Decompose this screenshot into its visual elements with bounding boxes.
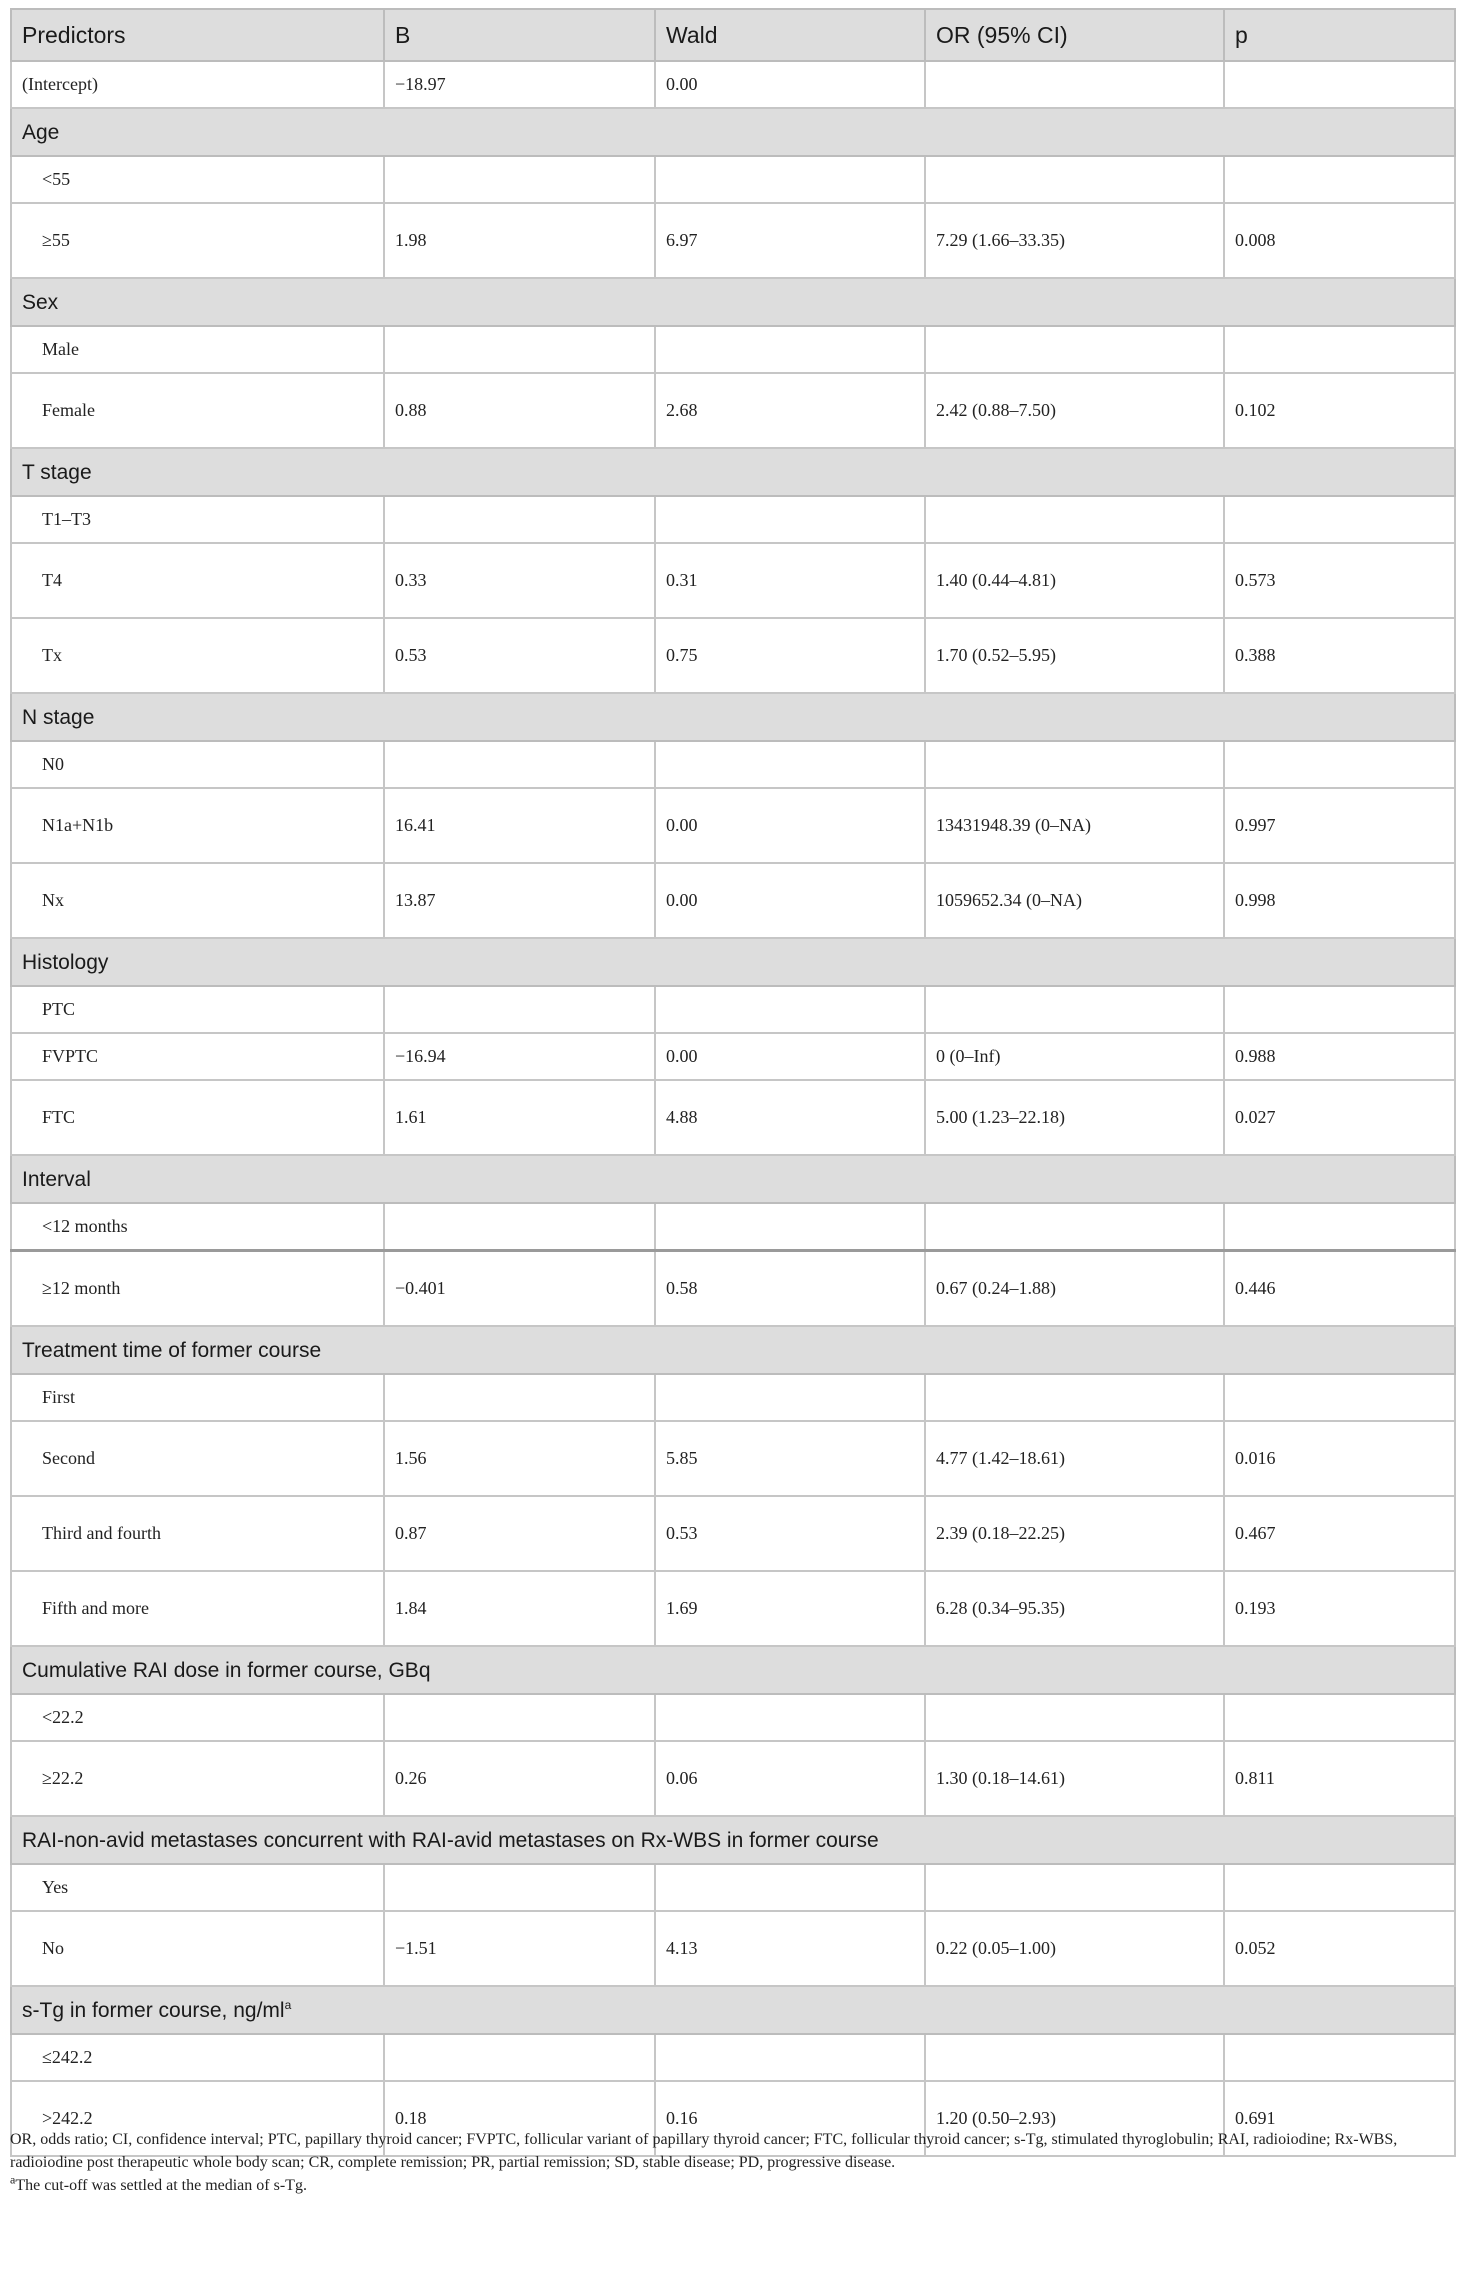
group-row-rai-non-avid-metastases [11, 1816, 1455, 1864]
table-row [11, 1571, 1455, 1646]
group-row-cumulative-rai-dose [11, 1646, 1455, 1694]
cell-p [1224, 741, 1455, 788]
cell-p [1224, 986, 1455, 1033]
cell-or: 2.39 (0.18–22.25) [925, 1496, 1224, 1571]
cell-or: 1.70 (0.52–5.95) [925, 618, 1224, 693]
cell-b: 0.88 [384, 373, 655, 448]
cell-wald [655, 1864, 925, 1911]
cell-p: 0.988 [1224, 1033, 1455, 1080]
cell-label: Tx [11, 618, 384, 693]
cell-or [925, 156, 1224, 203]
group-title: RAI-non-avid metastases concurrent with RAI-avid metastases on Rx-WBS in former course [11, 1816, 1455, 1864]
cell-label: N1a+N1b [11, 788, 384, 863]
cell-or: 1.20 (0.50–2.93) [925, 2081, 1224, 2156]
table-row [11, 1864, 1455, 1911]
group-row-s-tg [11, 1986, 1455, 2034]
cutoff-text: The cut-off was settled at the median of s-Tg. [15, 2177, 307, 2194]
cell-b: 1.84 [384, 1571, 655, 1646]
cell-wald [655, 741, 925, 788]
cell-wald: 4.13 [655, 1911, 925, 1986]
cell-p [1224, 1203, 1455, 1251]
cell-label: Third and fourth [11, 1496, 384, 1571]
cell-wald: 0.00 [655, 863, 925, 938]
group-row-histology [11, 938, 1455, 986]
cell-b [384, 741, 655, 788]
table-row [11, 1694, 1455, 1741]
cell-label: T1–T3 [11, 496, 384, 543]
cell-or [925, 1374, 1224, 1421]
cell-b: 0.18 [384, 2081, 655, 2156]
cell-p [1224, 61, 1455, 108]
cell-p [1224, 1374, 1455, 1421]
cell-wald: 1.69 [655, 1571, 925, 1646]
cell-wald: 0.53 [655, 1496, 925, 1571]
cell-label: N0 [11, 741, 384, 788]
cell-b [384, 986, 655, 1033]
cell-b [384, 496, 655, 543]
table-row [11, 2034, 1455, 2081]
table-row [11, 1374, 1455, 1421]
cell-or: 0.67 (0.24–1.88) [925, 1251, 1224, 1327]
cell-or [925, 1864, 1224, 1911]
group-row-sex [11, 278, 1455, 326]
cell-b: 13.87 [384, 863, 655, 938]
cell-p: 0.811 [1224, 1741, 1455, 1816]
cell-b: −16.94 [384, 1033, 655, 1080]
cell-p [1224, 1694, 1455, 1741]
group-row-interval [11, 1155, 1455, 1203]
group-title: Sex [11, 278, 1455, 326]
cell-p: 0.388 [1224, 618, 1455, 693]
intercept-row [11, 61, 1455, 108]
table-footnotes [10, 2128, 1450, 2197]
table-row [11, 1421, 1455, 1496]
group-title: T stage [11, 448, 1455, 496]
cell-wald [655, 496, 925, 543]
cell-label: ≥55 [11, 203, 384, 278]
cell-or: 5.00 (1.23–22.18) [925, 1080, 1224, 1155]
cell-wald: 0.06 [655, 1741, 925, 1816]
cell-wald: 4.88 [655, 1080, 925, 1155]
cell-wald: 0.75 [655, 618, 925, 693]
cell-label: Yes [11, 1864, 384, 1911]
table-row [11, 543, 1455, 618]
cell-wald [655, 156, 925, 203]
cell-b [384, 1374, 655, 1421]
cell-p: 0.691 [1224, 2081, 1455, 2156]
cell-b: 1.56 [384, 1421, 655, 1496]
cell-p: 0.052 [1224, 1911, 1455, 1986]
table-row [11, 618, 1455, 693]
cell-or: 7.29 (1.66–33.35) [925, 203, 1224, 278]
cell-wald [655, 326, 925, 373]
cell-label: PTC [11, 986, 384, 1033]
cell-or: 2.42 (0.88–7.50) [925, 373, 1224, 448]
cell-wald: 0.00 [655, 1033, 925, 1080]
cell-b [384, 1864, 655, 1911]
table-row [11, 1741, 1455, 1816]
cell-wald [655, 2034, 925, 2081]
table-row [11, 1911, 1455, 1986]
cell-label: No [11, 1911, 384, 1986]
table-row [11, 1080, 1455, 1155]
cell-or [925, 326, 1224, 373]
cell-wald: 0.16 [655, 2081, 925, 2156]
header-predictors: Predictors [11, 9, 384, 61]
cell-or [925, 61, 1224, 108]
cell-or: 1059652.34 (0–NA) [925, 863, 1224, 938]
header-p: p [1224, 9, 1455, 61]
cell-b [384, 156, 655, 203]
cell-label: T4 [11, 543, 384, 618]
regression-table [10, 8, 1456, 2157]
table-row [11, 1033, 1455, 1080]
table-row [11, 326, 1455, 373]
cell-label: Male [11, 326, 384, 373]
cell-label: Nx [11, 863, 384, 938]
group-title: Age [11, 108, 1455, 156]
group-title: s-Tg in former course, ng/ml [22, 1998, 285, 2022]
group-row-n-stage [11, 693, 1455, 741]
cell-p: 0.193 [1224, 1571, 1455, 1646]
cell-label: FVPTC [11, 1033, 384, 1080]
cell-label: <22.2 [11, 1694, 384, 1741]
regression-table-container [10, 8, 1454, 2157]
header-wald: Wald [655, 9, 925, 61]
group-title: Interval [11, 1155, 1455, 1203]
header-row [11, 9, 1455, 61]
cell-b [384, 2034, 655, 2081]
cell-b: −0.401 [384, 1251, 655, 1327]
cell-p: 0.016 [1224, 1421, 1455, 1496]
cell-wald: 5.85 [655, 1421, 925, 1496]
cell-b: 0.33 [384, 543, 655, 618]
cell-label: First [11, 1374, 384, 1421]
cell-b [384, 1694, 655, 1741]
cell-b: 0.26 [384, 1741, 655, 1816]
cell-b [384, 326, 655, 373]
cell-p [1224, 326, 1455, 373]
cell-p: 0.102 [1224, 373, 1455, 448]
cell-wald: 0.31 [655, 543, 925, 618]
group-title: Treatment time of former course [11, 1326, 1455, 1374]
cell-wald: 6.97 [655, 203, 925, 278]
cell-label: ≥22.2 [11, 1741, 384, 1816]
cell-b [384, 1203, 655, 1251]
cell-label: FTC [11, 1080, 384, 1155]
table-row [11, 156, 1455, 203]
table-row [11, 1496, 1455, 1571]
cell-or: 1.30 (0.18–14.61) [925, 1741, 1224, 1816]
footnote-marker: a [284, 1997, 292, 2012]
cell-wald [655, 1203, 925, 1251]
group-title: Histology [11, 938, 1455, 986]
cell-or [925, 1203, 1224, 1251]
cell-b: 16.41 [384, 788, 655, 863]
cell-b: 1.61 [384, 1080, 655, 1155]
cell-b: 0.53 [384, 618, 655, 693]
abbreviations-note: OR, odds ratio; CI, confidence interval; PTC, papillary thyroid cancer; FVPTC, follicular variant of papillary thyroid cancer; FTC, follicular thyroid cancer; s-Tg, stimulated thyroglobulin; RAI, radioiodine; Rx-WBS, radioiodine post therapeutic whole body scan; CR, complete remission; PR, partial remission; SD, stable disease; PD, progressive disease. [10, 2131, 1398, 2171]
table-row [11, 203, 1455, 278]
cell-b: 0.87 [384, 1496, 655, 1571]
group-title: N stage [11, 693, 1455, 741]
cell-p: 0.008 [1224, 203, 1455, 278]
cell-or: 0 (0–Inf) [925, 1033, 1224, 1080]
cell-wald [655, 986, 925, 1033]
cell-or [925, 741, 1224, 788]
table-row [11, 741, 1455, 788]
header-b: B [384, 9, 655, 61]
table-row [11, 1203, 1455, 1251]
group-title-cell [11, 1986, 1455, 2034]
cell-p [1224, 1864, 1455, 1911]
cell-b: −18.97 [384, 61, 655, 108]
table-row [11, 863, 1455, 938]
table-row [11, 986, 1455, 1033]
cell-p: 0.467 [1224, 1496, 1455, 1571]
cell-label: Female [11, 373, 384, 448]
cell-wald: 2.68 [655, 373, 925, 448]
cutoff-note [10, 2174, 1450, 2197]
cell-p: 0.027 [1224, 1080, 1455, 1155]
cell-p [1224, 496, 1455, 543]
cell-wald: 0.58 [655, 1251, 925, 1327]
cell-or [925, 496, 1224, 543]
cell-wald [655, 1374, 925, 1421]
footnote-marker: a [10, 2172, 16, 2187]
cell-p [1224, 156, 1455, 203]
table-row [11, 373, 1455, 448]
cell-or: 6.28 (0.34–95.35) [925, 1571, 1224, 1646]
cell-or [925, 986, 1224, 1033]
cell-label: ≤242.2 [11, 2034, 384, 2081]
cell-or: 13431948.39 (0–NA) [925, 788, 1224, 863]
cell-label: >242.2 [11, 2081, 384, 2156]
cell-label: ≥12 month [11, 1251, 384, 1327]
cell-or [925, 2034, 1224, 2081]
cell-or: 1.40 (0.44–4.81) [925, 543, 1224, 618]
cell-wald [655, 1694, 925, 1741]
table-row [11, 788, 1455, 863]
cell-or: 4.77 (1.42–18.61) [925, 1421, 1224, 1496]
cell-label: Fifth and more [11, 1571, 384, 1646]
cell-label: <12 months [11, 1203, 384, 1251]
cell-label: Second [11, 1421, 384, 1496]
group-title: Cumulative RAI dose in former course, GBq [11, 1646, 1455, 1694]
cell-b: −1.51 [384, 1911, 655, 1986]
cell-p: 0.446 [1224, 1251, 1455, 1327]
cell-label: <55 [11, 156, 384, 203]
cell-label: (Intercept) [11, 61, 384, 108]
cell-wald: 0.00 [655, 61, 925, 108]
header-or: OR (95% CI) [925, 9, 1224, 61]
cell-or: 0.22 (0.05–1.00) [925, 1911, 1224, 1986]
table-row [11, 496, 1455, 543]
cell-b: 1.98 [384, 203, 655, 278]
group-row-t-stage [11, 448, 1455, 496]
cell-p: 0.997 [1224, 788, 1455, 863]
group-row-age [11, 108, 1455, 156]
table-row [11, 1251, 1455, 1327]
cell-p: 0.998 [1224, 863, 1455, 938]
cell-p: 0.573 [1224, 543, 1455, 618]
cell-wald: 0.00 [655, 788, 925, 863]
cell-p [1224, 2034, 1455, 2081]
cell-or [925, 1694, 1224, 1741]
group-row-treatment-time [11, 1326, 1455, 1374]
